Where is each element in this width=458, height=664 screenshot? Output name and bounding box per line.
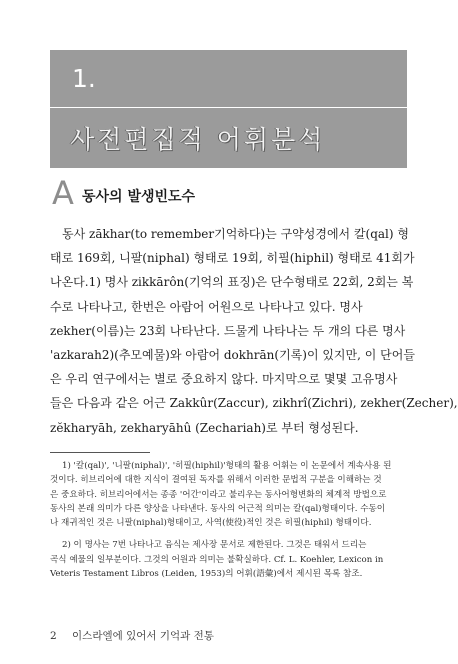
footnote-rule [50, 452, 150, 453]
section-title: 동사의 발생빈도수 [82, 189, 196, 205]
body-line: zĕkharyāh, zekharyāhû (Zechariah)로 부터 형성된다. [50, 420, 359, 435]
page-number: 2 [50, 630, 57, 642]
footnote-line: 1) '칼(qal)', '니팔(niphal)', '히필(hiphil)'형태의 활용 어휘는 이 논문에서 계속사용 된 [62, 461, 392, 471]
footnote-line: Veteris Testament Libros (Leiden, 1953)의 어휘(語彙)에서 제시된 목록 참조. [50, 569, 363, 580]
body-line: 들은 다음과 같은 어근 Zakkûr(Zaccur), zikhrî(Zichri), zekher(Zecher), [50, 396, 458, 411]
footnote-line: 나 재귀적인 것은 니팔(niphal)형태이고, 사역(使役)적인 것은 히필(hiphil) 형태이다. [50, 518, 372, 529]
body-line: zekher(이름)는 23회 나타난다. 드물게 나타나는 두 개의 다른 명사 [50, 323, 406, 338]
body-line: 'azkarah2)(추모예물)와 아람어 dokhrān(기록)이 있지만, 이 단어들 [50, 348, 415, 363]
body-line: 태로 169회, 니팔(niphal) 형태로 19회, 히필(hiphil) 형태로 41회가 [50, 251, 415, 266]
body-paragraph [50, 222, 458, 440]
footnotes [50, 459, 412, 581]
section-letter: A [52, 174, 74, 212]
footnote-line: 은 중요하다. 히브리어에서는 종종 '어간'이라고 불리우는 동사어형변화의 체계적 방법으로 [50, 489, 387, 500]
page-footer [50, 628, 214, 643]
running-title: 이스라엘에 있어서 기억과 전통 [72, 630, 214, 642]
body-line: 동사 zākhar(to remember기억하다)는 구약성경에서 칼(qal) 형 [62, 227, 409, 241]
chapter-divider [50, 107, 407, 108]
body-line: 수로 나타나고, 한번은 아람어 어원으로 나타나고 있다. 명사 [50, 299, 363, 314]
footnote-gap [50, 530, 412, 538]
footnote-line: 곡식 예물의 일부분이다. 그것의 어원과 의미는 불확실하다. Cf. L. Koehler, Lexicon in [50, 554, 384, 565]
body-line: 나온다.1) 명사 zikkārôn(기억의 표징)은 단수형태로 22회, 2회는 복 [50, 275, 414, 290]
chapter-header-box [50, 50, 407, 168]
chapter-title: 사전편집적 어휘분석 [70, 125, 326, 154]
footnote-line: 것이다. 히브리어에 대한 지식이 결여된 독자를 위해서 이러한 문법적 구분을 이해하는 것 [50, 475, 382, 486]
footnote-line: 2) 이 명사는 7번 나타나고 음식는 제사장 문서로 제한된다. 그것은 태워서 드리는 [62, 540, 367, 551]
chapter-number: 1. [72, 64, 96, 93]
body-line: 은 우리 연구에서는 별로 중요하지 않다. 마지막으로 몇몇 고유명사 [50, 372, 398, 387]
footnote-line: 동사의 본래 의미가 다른 양상을 나타낸다. 동사의 어근적 의미는 칼(qal)형태이다. 수동이 [50, 503, 386, 514]
